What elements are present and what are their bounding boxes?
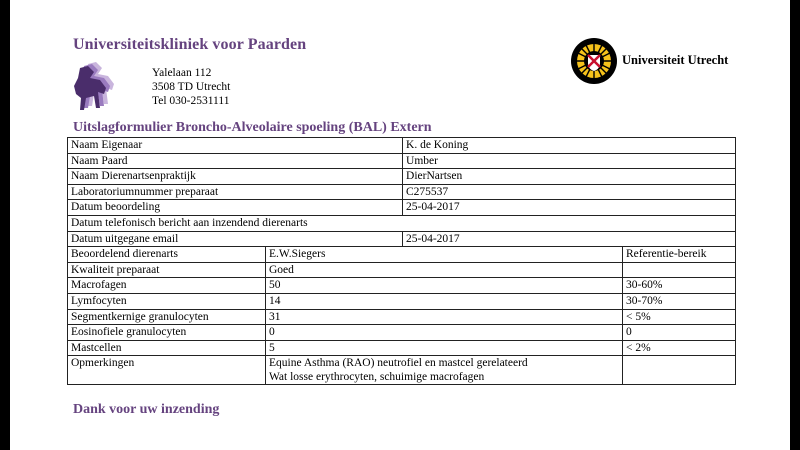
clinic-address bbox=[152, 66, 230, 108]
info-value: 25-04-2017 bbox=[403, 200, 736, 216]
result-reference: 30-60% bbox=[623, 278, 736, 294]
result-reference: < 5% bbox=[623, 309, 736, 325]
info-label: Naam Eigenaar bbox=[68, 138, 403, 154]
table-row bbox=[68, 262, 736, 278]
info-label: Naam Paard bbox=[68, 153, 403, 169]
info-label: Datum telefonisch bericht aan inzendend dierenarts bbox=[68, 215, 736, 231]
form-title: Uitslagformulier Broncho-Alveolaire spoeling (BAL) Extern bbox=[73, 120, 432, 135]
table-row bbox=[68, 309, 736, 325]
table-row bbox=[68, 184, 736, 200]
result-value: 5 bbox=[266, 340, 623, 356]
university-name: Universiteit Utrecht bbox=[622, 53, 729, 67]
info-value: K. de Koning bbox=[403, 138, 736, 154]
table-header-row bbox=[68, 247, 736, 263]
table-row bbox=[68, 293, 736, 309]
table-row bbox=[68, 200, 736, 216]
address-city: 3508 TD Utrecht bbox=[152, 81, 231, 93]
info-label: Laboratoriumnummer preparaat bbox=[68, 184, 403, 200]
remarks-line-2: Wat losse erythrocyten, schuimige macrofagen bbox=[269, 371, 485, 384]
info-label: Naam Dierenartsenpraktijk bbox=[68, 169, 403, 185]
header-value: E.W.Siegers bbox=[266, 247, 623, 263]
remarks-label: Opmerkingen bbox=[68, 356, 266, 385]
remarks-row bbox=[68, 356, 736, 385]
result-label: Kwaliteit preparaat bbox=[68, 262, 266, 278]
footer-thanks: Dank voor uw inzending bbox=[73, 402, 220, 417]
info-value: DierNartsen bbox=[403, 169, 736, 185]
result-value: 31 bbox=[266, 309, 623, 325]
result-label: Lymfocyten bbox=[68, 293, 266, 309]
info-label: Datum beoordeling bbox=[68, 200, 403, 216]
university-seal-icon bbox=[570, 37, 618, 85]
horse-logo-icon bbox=[68, 60, 116, 110]
result-label: Macrofagen bbox=[68, 278, 266, 294]
header-reference: Referentie-bereik bbox=[623, 247, 736, 263]
document-page bbox=[10, 0, 790, 450]
result-reference: < 2% bbox=[623, 340, 736, 356]
table-row bbox=[68, 169, 736, 185]
info-value: Umber bbox=[403, 153, 736, 169]
address-street: Yalelaan 112 bbox=[152, 67, 212, 79]
result-label: Eosinofiele granulocyten bbox=[68, 325, 266, 341]
remarks-line-1: Equine Asthma (RAO) neutrofiel en mastcel gerelateerd bbox=[269, 357, 528, 370]
table-row bbox=[68, 153, 736, 169]
result-value: Goed bbox=[266, 262, 623, 278]
result-reference: 0 bbox=[623, 325, 736, 341]
result-value: 14 bbox=[266, 293, 623, 309]
table-row bbox=[68, 231, 736, 247]
result-label: Mastcellen bbox=[68, 340, 266, 356]
result-reference: 30-70% bbox=[623, 293, 736, 309]
result-reference bbox=[623, 262, 736, 278]
header-label: Beoordelend dierenarts bbox=[68, 247, 266, 263]
clinic-title: Universiteitskliniek voor Paarden bbox=[73, 36, 307, 53]
bal-results-table bbox=[67, 137, 736, 385]
table-row bbox=[68, 138, 736, 154]
info-value: C275537 bbox=[403, 184, 736, 200]
remarks-reference bbox=[623, 356, 736, 385]
table-row bbox=[68, 215, 736, 231]
table-row bbox=[68, 325, 736, 341]
info-label: Datum uitgegane email bbox=[68, 231, 403, 247]
address-phone: Tel 030-2531111 bbox=[152, 95, 230, 107]
result-value: 50 bbox=[266, 278, 623, 294]
table-row bbox=[68, 340, 736, 356]
remarks-value bbox=[266, 356, 623, 385]
table-row bbox=[68, 278, 736, 294]
result-label: Segmentkernige granulocyten bbox=[68, 309, 266, 325]
info-value: 25-04-2017 bbox=[403, 231, 736, 247]
result-value: 0 bbox=[266, 325, 623, 341]
